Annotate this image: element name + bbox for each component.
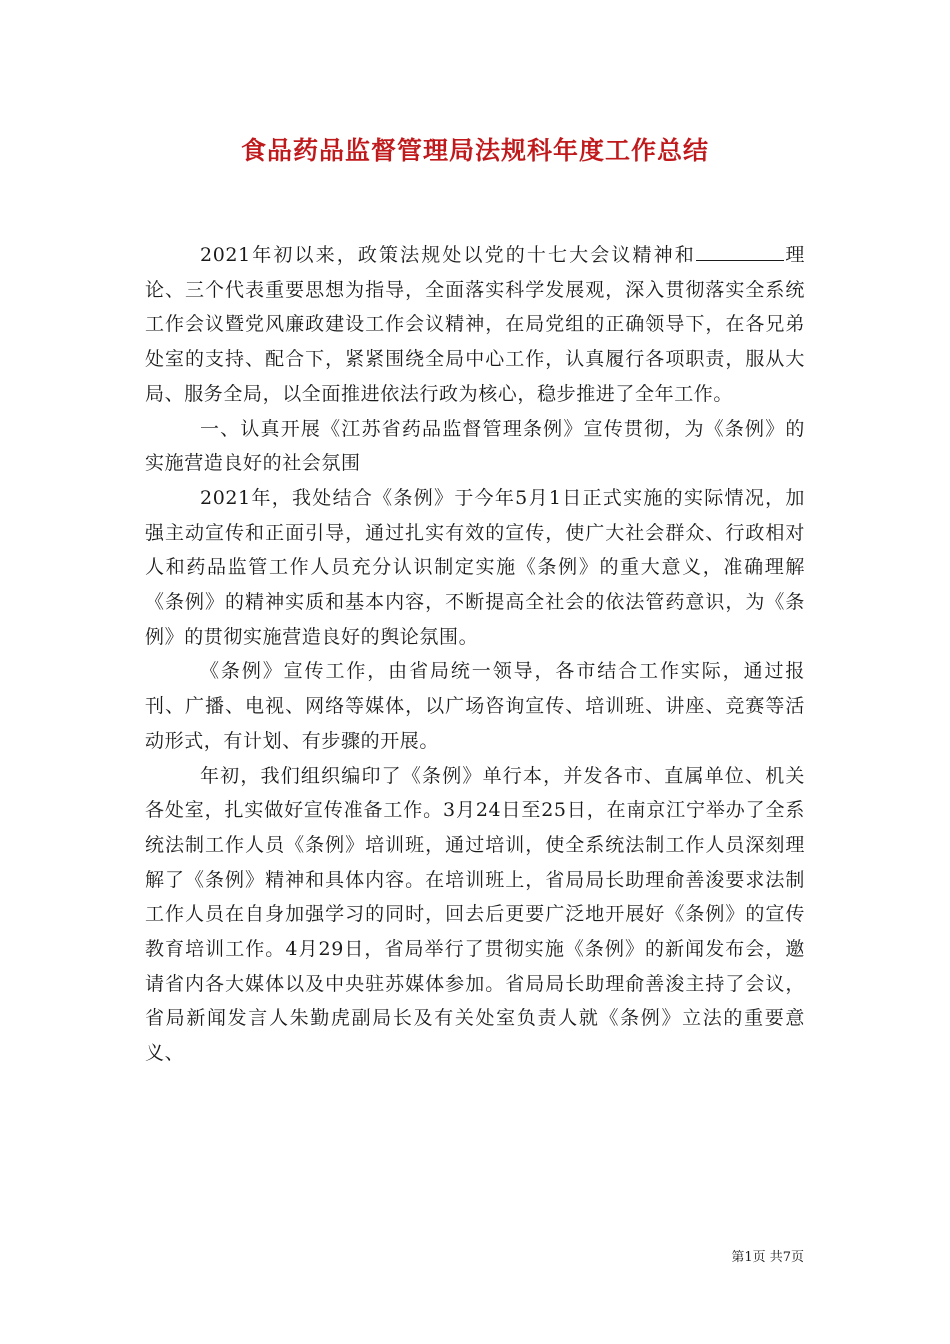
paragraph-intro-part2: 理论、三个代表重要思想为指导，全面落实科学发展观，深入贯彻落实全系统工作会议暨党风廉政建设工作会议精神，在局党组的正确领导下，在各兄弟处室的支持、配合下，紧紧围绕全局中心工作，认真履行各项职责，服从大局、服务全局，以全面推进依法行政为核心，稳步推进了全年工作。 — [145, 244, 805, 405]
paragraph-intro — [145, 238, 805, 412]
page-number: 第1页 共7页 — [731, 1250, 804, 1265]
document-title: 食品药品监督管理局法规科年度工作总结 — [240, 136, 709, 165]
paragraph: 《条例》宣传工作，由省局统一领导，各市结合工作实际，通过报刊、广播、电视、网络等媒体，以广场咨询宣传、培训班、讲座、竞赛等活动形式，有计划、有步骤的开展。 — [145, 660, 805, 752]
paragraph: 年初，我们组织编印了《条例》单行本，并发各市、直属单位、机关各处室，扎实做好宣传准备工作。3月24日至25日，在南京江宁举办了全系统法制工作人员《条例》培训班，通过培训，使全系统法制工作人员深刻理解了《条例》精神和具体内容。在培训班上，省局局长助理俞善浚要求法制工作人员在自身加强学习的同时，回去后更要广泛地开展好《条例》的宣传教育培训工作。4月29日，省局举行了贯彻实施《条例》的新闻发布会，邀请省内各大媒体以及中央驻苏媒体参加。省局局长助理俞善浚主持了会议，省局新闻发言人朱勤虎副局长及有关处室负责人就《条例》立法的重要意义、 — [145, 764, 805, 1065]
section-heading-1: 一、认真开展《江苏省药品监督管理条例》宣传贯彻，为《条例》的实施营造良好的社会氛围 — [145, 417, 805, 475]
document-body — [145, 238, 805, 1071]
paragraph: 2021年，我处结合《条例》于今年5月1日正式实施的实际情况，加强主动宣传和正面引导，通过扎实有效的宣传，使广大社会群众、行政相对人和药品监管工作人员充分认识制定实施《条例》的重大意义，准确理解《条例》的精神实质和基本内容，不断提高全社会的依法管药意识，为《条例》的贯彻实施营造良好的舆论氛围。 — [145, 486, 805, 648]
paragraph-intro-part1: 2021年初以来，政策法规处以党的十七大会议精神和 — [200, 244, 696, 266]
fill-in-blank — [696, 242, 784, 261]
